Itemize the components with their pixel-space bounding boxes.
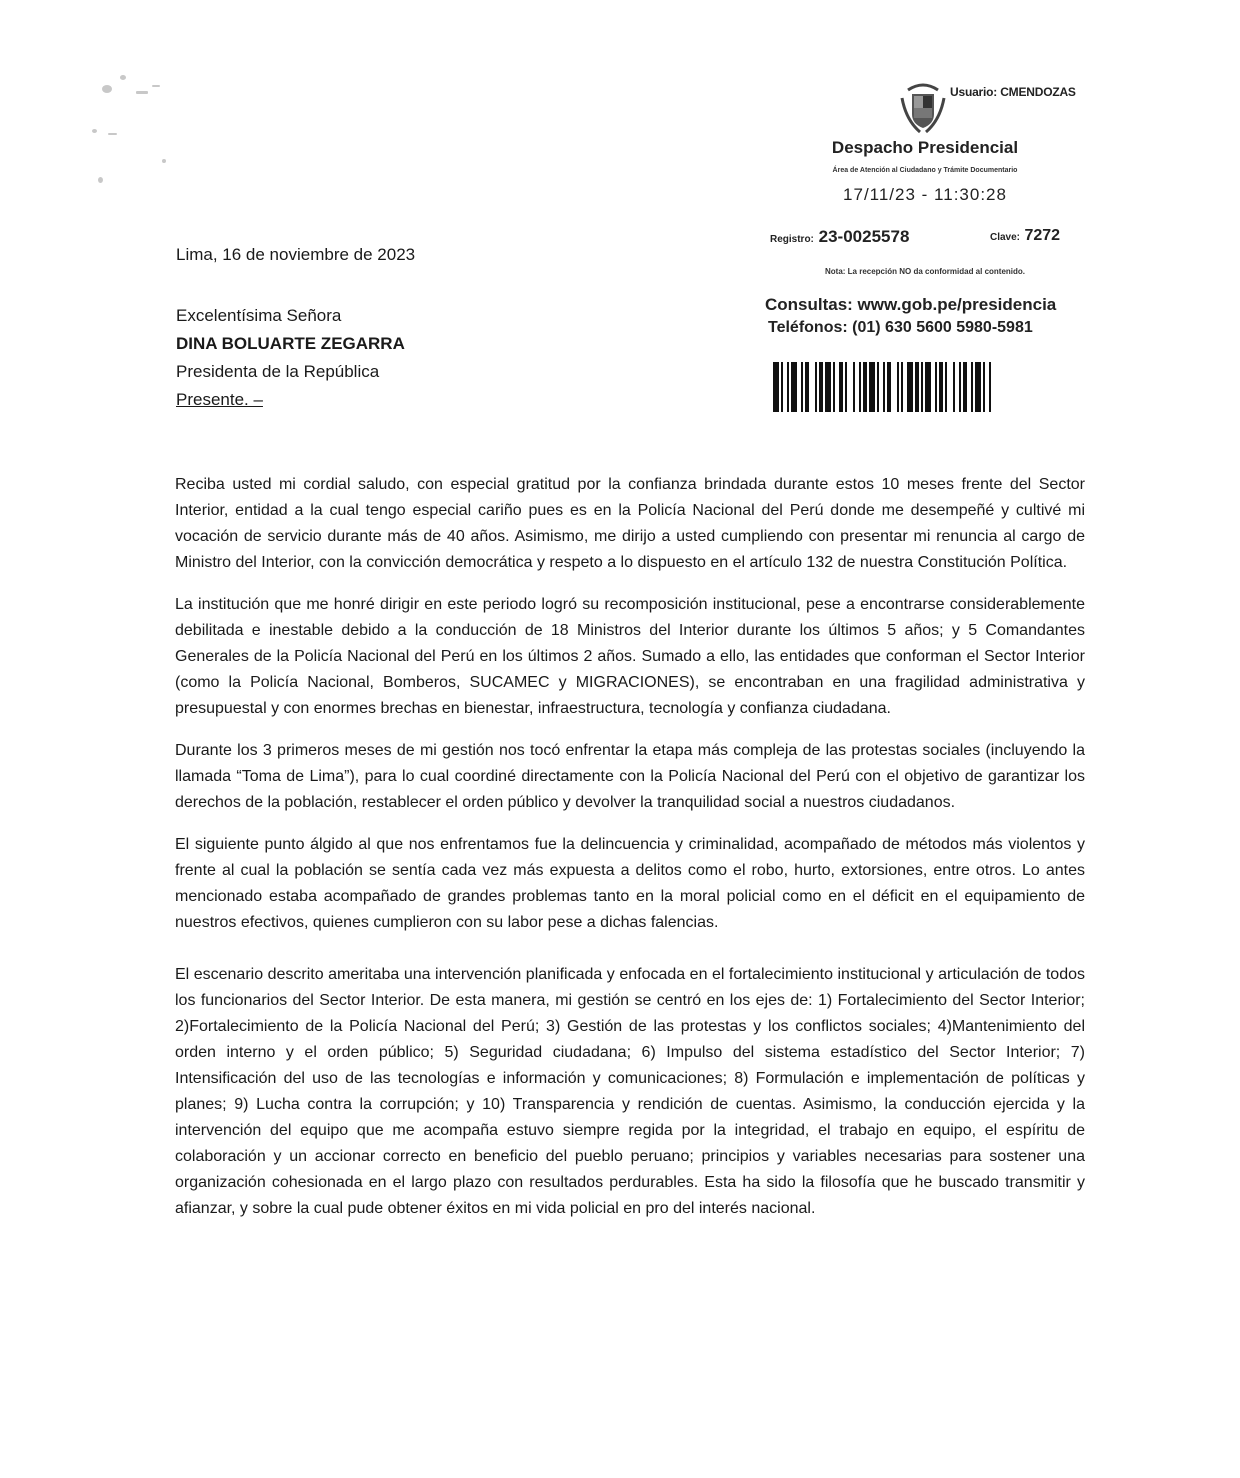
barcode-bar: [839, 362, 843, 412]
barcode-bar: [819, 362, 823, 412]
barcode-bar: [953, 362, 955, 412]
barcode-bar: [877, 362, 879, 412]
scan-specks: [80, 55, 200, 195]
barcode-bar: [887, 362, 891, 412]
stamp-office: Despacho Presidencial: [831, 138, 1019, 157]
stamp-user: Usuario: CMENDOZAS: [950, 85, 1076, 99]
barcode-bar: [989, 362, 991, 412]
recipient-name: DINA BOLUARTE ZEGARRA: [176, 334, 405, 353]
barcode-bar: [845, 362, 847, 412]
barcode-bar: [853, 362, 855, 412]
clave-label: Clave:: [990, 232, 1021, 243]
barcode-bar: [975, 362, 981, 412]
barcode-bar: [897, 362, 899, 412]
barcode-bar: [833, 362, 835, 412]
salutation: Excelentísima Señora: [176, 306, 342, 325]
barcode-bar: [901, 362, 903, 412]
barcode-bar: [859, 362, 861, 412]
barcode-bar: [959, 362, 961, 412]
barcode-bar: [925, 362, 931, 412]
letter-body: [175, 472, 1085, 1238]
clave-value: 7272: [1024, 227, 1061, 244]
body-paragraph: La institución que me honré dirigir en este periodo logró su recomposición institucional, pese a encontrarse considerablemente debilitada e inestable debido a la conducción de 18 Ministros del Interior durante los últimos 5 años; y 5 Comandantes Generales de la Policía Nacional del Perú en los últimos 2 años. Sumado a ello, las entidades que conforman el Sector Interior (como la Policía Nacional, Bomberos, SUCAMEC y MIGRACIONES), se encontraban en una fragilidad administrativa y presupuestal y con enormes brechas en bienestar, infraestructura, tecnología y confianza ciudadana.: [175, 596, 1085, 717]
stamp-note: Nota: La recepción NO da conformidad al contenido.: [824, 267, 1026, 276]
reception-stamp: [760, 75, 1100, 415]
barcode-bar: [921, 362, 923, 412]
stamp-telefonos: Teléfonos: (01) 630 5600 5980-5981: [768, 319, 1033, 336]
peru-coat-of-arms-icon: [900, 80, 946, 136]
body-paragraph: El siguiente punto álgido al que nos enfrentamos fue la delincuencia y criminalidad, acompañado de métodos más violentos y frente al cual la población se sentía cada vez más expuesta a delitos como el robo, hurto, extorsiones, entre otros. Lo antes mencionado estaba acompañado de grandes problemas tanto en la moral policial como en el déficit en el equipamiento de nuestros efectivos, quienes cumplieron con su labor pese a dichas falencias.: [175, 836, 1085, 931]
barcode-bar: [787, 362, 789, 412]
body-paragraph: El escenario descrito ameritaba una intervención planificada y enfocada en el fortalecimiento institucional y articulación de todos los funcionarios del Sector Interior. De esta manera, mi gestión se centró en los ejes de: 1) Fortalecimiento del Sector Interior; 2)Fortalecimiento de la Policía Nacional del Perú; 3) Gestión de las protestas y los conflictos sociales; 4)Mantenimiento del orden interno y el orden público; 5) Seguridad ciudadana; 6) Impulso del sistema estadístico del Sector Interior; 7) Intensificación del uso de las tecnologías e información y comunicaciones; 8) Formulación e implementación de políticas y planes; 9) Lucha contra la corrupción; y 10) Transparencia y rendición de cuentas. Asimismo, la conducción ejercida y la intervención del equipo que me acompaña estuvo siempre regida por la integridad, el trabajo en equipo, el espíritu de colaboración y un accionar correcto en beneficio del pueblo peruano; principios y variables necesarias para sostener una organización cohesionada en el largo plazo con resultados perdurables. Esta ha sido la filosofía que he buscado transmitir y afianzar, y sobre la cual pude obtener éxitos en mi vida policial en pro del interés nacional.: [175, 966, 1085, 1217]
barcode-bar: [825, 362, 831, 412]
barcode-bar: [791, 362, 797, 412]
barcode-bar: [773, 362, 779, 412]
body-paragraph: Reciba usted mi cordial saludo, con especial gratitud por la confianza brindada durante estos 10 meses frente del Sector Interior, entidad a la cual tengo especial cariño pues es en la Policía Nacional del Perú donde me desempeñé y cultivé mi vocación de servicio durante más de 40 años. Asimismo, me dirijo a usted cumpliendo con presentar mi renuncia al cargo de Ministro del Interior, con la convicción democrática y respeto a lo dispuesto en el artículo 132 de nuestra Constitución Política.: [175, 476, 1085, 571]
stamp-area: Área de Atención al Ciudadano y Trámite Documentario: [832, 167, 1018, 174]
barcode-bar: [815, 362, 817, 412]
stamp-consultas: Consultas: www.gob.pe/presidencia: [765, 295, 1057, 314]
barcode-bar: [939, 362, 943, 412]
barcode-bar: [801, 362, 803, 412]
registro-label: Registro:: [770, 234, 814, 245]
stamp-clave: [990, 227, 1060, 245]
barcode: [773, 362, 1085, 412]
barcode-bar: [915, 362, 919, 412]
barcode-bar: [907, 362, 913, 412]
barcode-bar: [945, 362, 947, 412]
recipient-title: Presidenta de la República: [176, 362, 380, 381]
barcode-bar: [935, 362, 937, 412]
body-paragraph: Durante los 3 primeros meses de mi gestión nos tocó enfrentar la etapa más compleja de las protestas sociales (incluyendo la llamada “Toma de Lima”), para lo cual coordiné directamente con la Policía Nacional del Perú con el objetivo de garantizar los derechos de la población, restablecer el orden público y devolver la tranquilidad social a nuestros ciudadanos.: [175, 742, 1085, 811]
barcode-bar: [781, 362, 783, 412]
barcode-bar: [883, 362, 885, 412]
addressee-block: [176, 302, 405, 414]
barcode-bar: [983, 362, 985, 412]
barcode-bar: [971, 362, 973, 412]
barcode-bar: [863, 362, 867, 412]
letter-date: Lima, 16 de noviembre de 2023: [176, 245, 416, 264]
stamp-registro: [770, 227, 909, 247]
stamp-datetime: 17/11/23 - 11:30:28: [843, 185, 1007, 204]
registro-value: 23-0025578: [818, 227, 910, 246]
present-line: Presente. –: [176, 390, 263, 409]
barcode-bar: [869, 362, 875, 412]
barcode-bar: [805, 362, 809, 412]
barcode-bar: [963, 362, 967, 412]
